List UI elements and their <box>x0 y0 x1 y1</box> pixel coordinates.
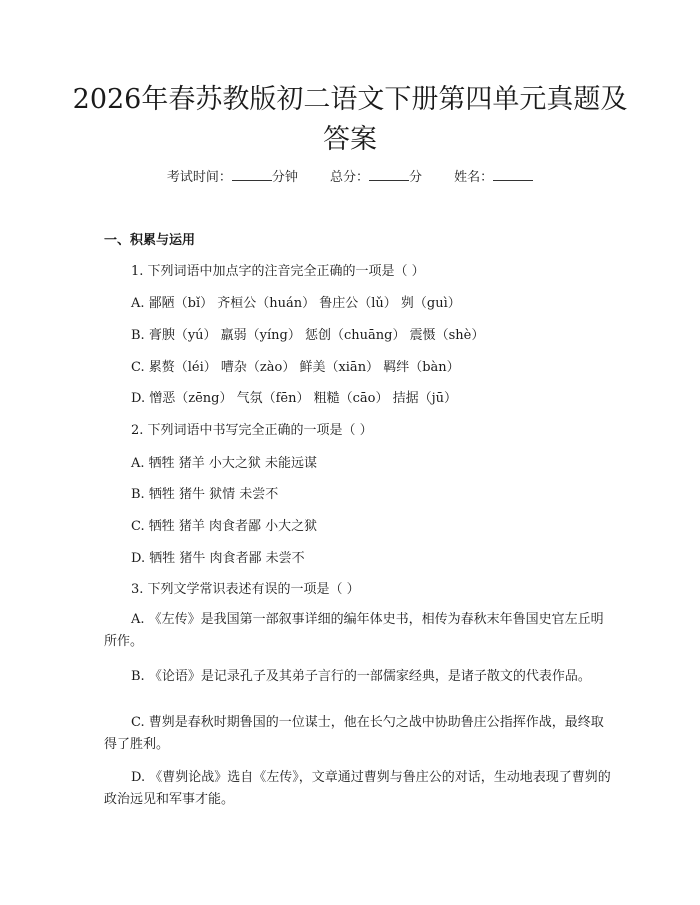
score-blank <box>369 168 409 181</box>
question-2-stem: 2. 下列词语中书写完全正确的一项是（ ） <box>131 423 373 438</box>
question-3-stem: 3. 下列文学常识表述有误的一项是（ ） <box>131 582 360 597</box>
question-2-option-d: D. 牺牲 猪牛 肉食者鄙 未尝不 <box>131 551 305 566</box>
section-heading: 一、积累与运用 <box>104 233 196 248</box>
question-1-option-a: A. 鄙陋（bǐ） 齐桓公（huán） 鲁庄公（lǔ） 刿（guì） <box>131 296 461 311</box>
question-1-option-d: D. 憎恶（zēng） 气氛（fēn） 粗糙（cāo） 拮据（jū） <box>131 391 457 406</box>
score-unit: 分 <box>409 170 423 185</box>
page-title: 2026年春苏教版初二语文下册第四单元真题及答案 <box>72 84 628 155</box>
question-1-stem: 1. 下列词语中加点字的注音完全正确的一项是（ ） <box>131 264 425 279</box>
score-label: 总分： <box>329 170 369 185</box>
question-2-option-b: B. 牺牲 猪牛 狱情 未尝不 <box>131 487 279 502</box>
question-3-option-b: B. 《论语》是记录孔子及其弟子言行的一部儒家经典，是诸子散文的代表作品。 <box>131 669 591 684</box>
question-3-option-d: D. 《曹刿论战》选自《左传》，文章通过曹刿与鲁庄公的对话，生动地表现了曹刿的政治远见和军事才能。 <box>104 770 611 807</box>
question-2-option-a: A. 牺牲 猪羊 小大之狱 未能远谋 <box>131 456 318 471</box>
time-label: 考试时间： <box>166 170 232 185</box>
time-blank <box>232 168 272 181</box>
question-1-option-c: C. 累赘（léi） 嘈杂（zào） 鲜美（xiān） 羁绊（bàn） <box>131 360 460 375</box>
question-3-option-c: C. 曹刿是春秋时期鲁国的一位谋士，他在长勺之战中协助鲁庄公指挥作战，最终取得了胜利。 <box>104 715 604 752</box>
time-unit: 分钟 <box>271 170 298 185</box>
total-score <box>330 168 422 188</box>
exam-time <box>167 168 298 188</box>
student-name <box>454 168 533 188</box>
exam-meta <box>0 168 700 188</box>
name-label: 姓名： <box>454 170 494 185</box>
question-3-option-a: A. 《左传》是我国第一部叙事详细的编年体史书，相传为春秋末年鲁国史官左丘明所作。 <box>104 612 604 649</box>
name-blank <box>493 168 533 181</box>
question-2-option-c: C. 牺牲 猪羊 肉食者鄙 小大之狱 <box>131 519 318 534</box>
question-1-option-b: B. 膏腴（yú） 羸弱（yíng） 惩创（chuāng） 震慑（shè） <box>131 328 485 343</box>
